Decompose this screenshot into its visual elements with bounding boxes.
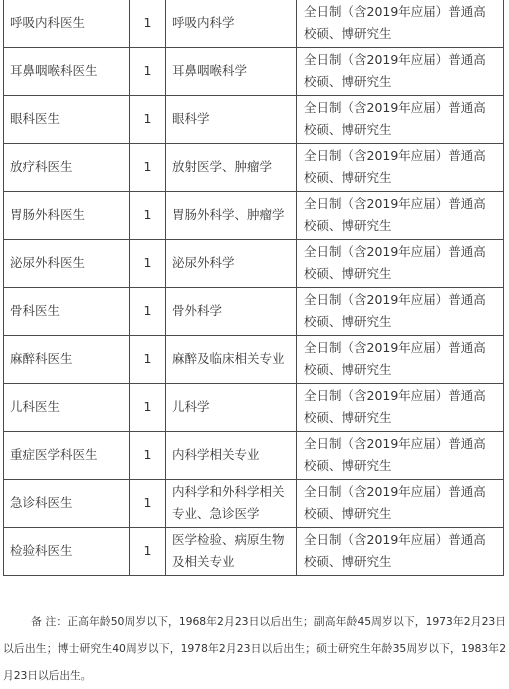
education-cell: 全日制（含2019年应届）普通高校硕、博研究生 — [297, 479, 504, 527]
major-cell: 内科学相关专业 — [166, 431, 297, 479]
education-cell: 全日制（含2019年应届）普通高校硕、博研究生 — [297, 431, 504, 479]
table-row — [4, 239, 504, 287]
major-cell: 麻醉及临床相关专业 — [166, 335, 297, 383]
education-cell: 全日制（含2019年应届）普通高校硕、博研究生 — [297, 0, 504, 47]
major-cell: 放射医学、肿瘤学 — [166, 143, 297, 191]
count-cell: 1 — [130, 239, 166, 287]
major-cell: 呼吸内科学 — [166, 0, 297, 47]
education-cell: 全日制（含2019年应届）普通高校硕、博研究生 — [297, 335, 504, 383]
table-row — [4, 383, 504, 431]
major-cell: 骨外科学 — [166, 287, 297, 335]
major-cell: 胃肠外科学、肿瘤学 — [166, 191, 297, 239]
table-row — [4, 527, 504, 575]
table-row — [4, 479, 504, 527]
count-cell: 1 — [130, 47, 166, 95]
position-cell: 眼科医生 — [4, 95, 130, 143]
education-cell: 全日制（含2019年应届）普通高校硕、博研究生 — [297, 191, 504, 239]
major-cell: 儿科学 — [166, 383, 297, 431]
education-cell: 全日制（含2019年应届）普通高校硕、博研究生 — [297, 383, 504, 431]
major-cell: 内科学和外科学相关专业、急诊医学 — [166, 479, 297, 527]
position-cell: 泌尿外科医生 — [4, 239, 130, 287]
count-cell: 1 — [130, 431, 166, 479]
position-cell: 急诊科医生 — [4, 479, 130, 527]
count-cell: 1 — [130, 527, 166, 575]
education-cell: 全日制（含2019年应届）普通高校硕、博研究生 — [297, 527, 504, 575]
count-cell: 1 — [130, 95, 166, 143]
position-cell: 放疗科医生 — [4, 143, 130, 191]
table-row — [4, 191, 504, 239]
position-cell: 呼吸内科医生 — [4, 0, 130, 47]
count-cell: 1 — [130, 287, 166, 335]
table-row — [4, 47, 504, 95]
table-row — [4, 431, 504, 479]
position-cell: 胃肠外科医生 — [4, 191, 130, 239]
count-cell: 1 — [130, 0, 166, 47]
recruitment-table — [3, 0, 504, 576]
footnote: 备 注：正高年龄50周岁以下，1968年2月23日以后出生；副高年龄45周岁以下，1973年2月23日以后出生；博士研究生40周岁以下，1978年2月23日以后出生；硕士研究生年龄35周岁以下，1983年2月23日以后出生。 — [3, 614, 506, 682]
position-cell: 骨科医生 — [4, 287, 130, 335]
count-cell: 1 — [130, 479, 166, 527]
position-cell: 儿科医生 — [4, 383, 130, 431]
table-row — [4, 287, 504, 335]
table-row — [4, 335, 504, 383]
table-body — [4, 0, 504, 575]
position-cell: 耳鼻咽喉科医生 — [4, 47, 130, 95]
count-cell: 1 — [130, 335, 166, 383]
education-cell: 全日制（含2019年应届）普通高校硕、博研究生 — [297, 143, 504, 191]
major-cell: 耳鼻咽喉科学 — [166, 47, 297, 95]
count-cell: 1 — [130, 191, 166, 239]
table-row — [4, 0, 504, 47]
position-cell: 麻醉科医生 — [4, 335, 130, 383]
table-row — [4, 143, 504, 191]
count-cell: 1 — [130, 383, 166, 431]
table-row — [4, 95, 504, 143]
education-cell: 全日制（含2019年应届）普通高校硕、博研究生 — [297, 47, 504, 95]
education-cell: 全日制（含2019年应届）普通高校硕、博研究生 — [297, 239, 504, 287]
major-cell: 泌尿外科学 — [166, 239, 297, 287]
position-cell: 重症医学科医生 — [4, 431, 130, 479]
education-cell: 全日制（含2019年应届）普通高校硕、博研究生 — [297, 287, 504, 335]
major-cell: 医学检验、病原生物及相关专业 — [166, 527, 297, 575]
count-cell: 1 — [130, 143, 166, 191]
education-cell: 全日制（含2019年应届）普通高校硕、博研究生 — [297, 95, 504, 143]
position-cell: 检验科医生 — [4, 527, 130, 575]
major-cell: 眼科学 — [166, 95, 297, 143]
